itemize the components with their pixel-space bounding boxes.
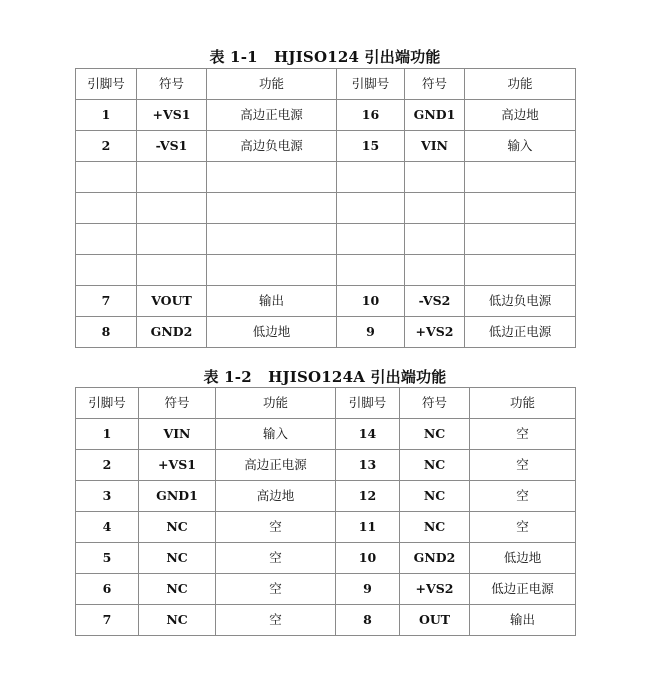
symbol-cell: NC: [139, 605, 216, 636]
table-header-row: [76, 388, 576, 419]
symbol-cell: OUT: [400, 605, 470, 636]
symbol-cell: NC: [139, 512, 216, 543]
header-symbol: 符号: [137, 69, 207, 100]
header-pin-number: 引脚号: [336, 388, 400, 419]
function-cell: 高边正电源: [216, 450, 336, 481]
header-symbol: 符号: [139, 388, 216, 419]
pin-number-cell: 6: [76, 574, 139, 605]
function-cell: 低边正电源: [465, 317, 576, 348]
function-cell: [207, 224, 337, 255]
function-cell: 低边正电源: [470, 574, 576, 605]
function-cell: 空: [216, 605, 336, 636]
table-row: [76, 193, 576, 224]
pin-number-cell: 12: [336, 481, 400, 512]
symbol-cell: VIN: [405, 131, 465, 162]
function-cell: 高边地: [465, 100, 576, 131]
symbol-cell: +VS1: [139, 450, 216, 481]
symbol-cell: VIN: [139, 419, 216, 450]
table-row: [76, 512, 576, 543]
pin-number-cell: 13: [336, 450, 400, 481]
function-cell: 低边地: [207, 317, 337, 348]
function-cell: 空: [470, 481, 576, 512]
symbol-cell: NC: [139, 574, 216, 605]
function-cell: 输入: [216, 419, 336, 450]
function-cell: 低边负电源: [465, 286, 576, 317]
symbol-cell: GND1: [405, 100, 465, 131]
table-row: [76, 574, 576, 605]
pin-number-cell: 15: [337, 131, 405, 162]
symbol-cell: [137, 193, 207, 224]
function-cell: 空: [470, 512, 576, 543]
table-row: [76, 224, 576, 255]
pin-number-cell: 10: [337, 286, 405, 317]
table-row: [76, 543, 576, 574]
header-pin-number: 引脚号: [337, 69, 405, 100]
table-row: [76, 100, 576, 131]
pin-number-cell: 2: [76, 450, 139, 481]
function-cell: 输入: [465, 131, 576, 162]
symbol-cell: [405, 193, 465, 224]
symbol-cell: NC: [139, 543, 216, 574]
function-cell: 空: [216, 574, 336, 605]
table-row: [76, 131, 576, 162]
header-function: 功能: [465, 69, 576, 100]
symbol-cell: NC: [400, 512, 470, 543]
function-cell: 空: [216, 543, 336, 574]
function-cell: 输出: [207, 286, 337, 317]
symbol-cell: [405, 162, 465, 193]
function-cell: [465, 224, 576, 255]
pin-number-cell: [76, 224, 137, 255]
table-row: [76, 255, 576, 286]
table-1-caption: 表 1-1 HJISO124 引出端功能: [209, 48, 441, 66]
table-row: [76, 605, 576, 636]
pin-number-cell: 16: [337, 100, 405, 131]
table-row: [76, 450, 576, 481]
symbol-cell: [137, 224, 207, 255]
symbol-cell: GND2: [137, 317, 207, 348]
function-cell: 高边负电源: [207, 131, 337, 162]
table-row: [76, 481, 576, 512]
function-cell: [465, 193, 576, 224]
table-row: [76, 162, 576, 193]
symbol-cell: NC: [400, 419, 470, 450]
function-cell: [207, 162, 337, 193]
pin-number-cell: [337, 224, 405, 255]
symbol-cell: GND1: [139, 481, 216, 512]
symbol-cell: -VS1: [137, 131, 207, 162]
pin-number-cell: 10: [336, 543, 400, 574]
header-pin-number: 引脚号: [76, 69, 137, 100]
symbol-cell: +VS2: [400, 574, 470, 605]
header-function: 功能: [470, 388, 576, 419]
pin-number-cell: 5: [76, 543, 139, 574]
pin-number-cell: 4: [76, 512, 139, 543]
header-symbol: 符号: [400, 388, 470, 419]
symbol-cell: GND2: [400, 543, 470, 574]
function-cell: [465, 162, 576, 193]
symbol-cell: -VS2: [405, 286, 465, 317]
pin-number-cell: 1: [76, 419, 139, 450]
pin-number-cell: [76, 162, 137, 193]
function-cell: 空: [216, 512, 336, 543]
function-cell: 输出: [470, 605, 576, 636]
table-row: [76, 317, 576, 348]
pin-number-cell: 8: [76, 317, 137, 348]
pin-number-cell: [337, 193, 405, 224]
function-cell: 空: [470, 450, 576, 481]
pin-number-cell: 11: [336, 512, 400, 543]
pin-number-cell: 7: [76, 286, 137, 317]
pin-number-cell: [76, 193, 137, 224]
table-row: [76, 419, 576, 450]
pin-number-cell: 9: [336, 574, 400, 605]
pin-number-cell: 9: [337, 317, 405, 348]
symbol-cell: [137, 162, 207, 193]
pin-number-cell: [76, 255, 137, 286]
pin-number-cell: [337, 162, 405, 193]
symbol-cell: NC: [400, 481, 470, 512]
table-2-caption: 表 1-2 HJISO124A 引出端功能: [203, 368, 447, 386]
header-function: 功能: [216, 388, 336, 419]
symbol-cell: +VS2: [405, 317, 465, 348]
pin-function-table-1: [75, 68, 576, 348]
header-symbol: 符号: [405, 69, 465, 100]
symbol-cell: VOUT: [137, 286, 207, 317]
symbol-cell: [405, 224, 465, 255]
function-cell: [465, 255, 576, 286]
symbol-cell: +VS1: [137, 100, 207, 131]
function-cell: 空: [470, 419, 576, 450]
function-cell: 高边地: [216, 481, 336, 512]
symbol-cell: [137, 255, 207, 286]
table-header-row: [76, 69, 576, 100]
symbol-cell: [405, 255, 465, 286]
function-cell: 低边地: [470, 543, 576, 574]
function-cell: [207, 193, 337, 224]
pin-number-cell: 7: [76, 605, 139, 636]
header-function: 功能: [207, 69, 337, 100]
pin-number-cell: 2: [76, 131, 137, 162]
pin-number-cell: 1: [76, 100, 137, 131]
symbol-cell: NC: [400, 450, 470, 481]
function-cell: [207, 255, 337, 286]
table-row: [76, 286, 576, 317]
pin-number-cell: 8: [336, 605, 400, 636]
pin-function-table-2: [75, 387, 576, 636]
pin-number-cell: 3: [76, 481, 139, 512]
pin-number-cell: 14: [336, 419, 400, 450]
header-pin-number: 引脚号: [76, 388, 139, 419]
function-cell: 高边正电源: [207, 100, 337, 131]
pin-number-cell: [337, 255, 405, 286]
